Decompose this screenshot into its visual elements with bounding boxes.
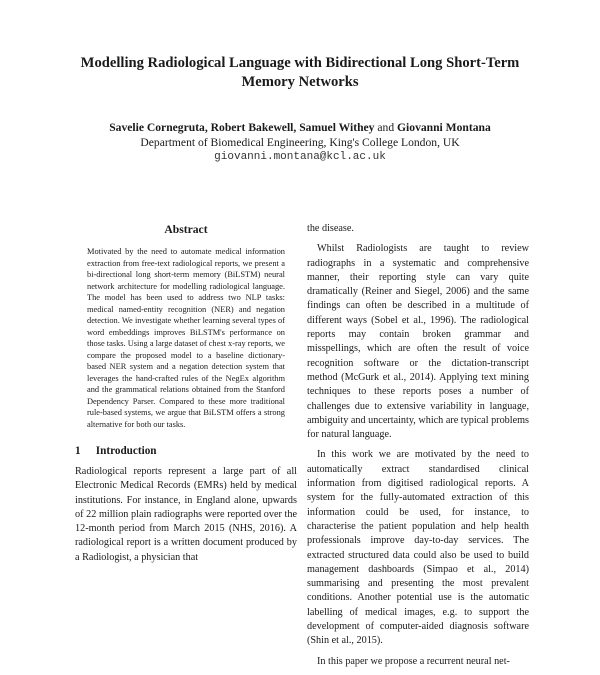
- author-last: Giovanni Montana: [397, 121, 491, 134]
- author-names: Savelie Cornegruta, Robert Bakewell, Samuel Withey: [109, 121, 375, 134]
- abstract-text: Motivated by the need to automate medical information extraction from free-text radiological reports, we present a bi-directional long short-term memory (BiLSTM) neural network architecture for modelling radiological language. The model has been used to address two NLP tasks: medical named-entity recognition (NER) and negation detection. We investigate whether learning several types of word embeddings improves BiLSTM's performance on those tasks. Using a large dataset of chest x-ray reports, we compare the proposed model to a baseline dictionary-based NER system and a negation detection system that leverages the hand-crafted rules of the NegEx algorithm and the grammatical relations obtained from the Stanford Dependency Parser. Compared to these more traditional rule-based systems, we argue that BiLSTM offers a strong alternative for both our tasks.: [87, 247, 285, 429]
- left-column: [75, 222, 297, 571]
- right-column: [307, 222, 529, 675]
- right-paragraph-2: In this work we are motivated by the need to automatically extract standardised clinical information from digitised radiological reports. A system for the fully-automated extraction of this information could be used, for instance, to characterise the patient population and help health professionals improve day-to-day services. The extracted structured data could also be used to build management dashboards (Simpao et al., 2014) summarising and presenting the most prevalent conditions. Another potential use is the automatic labelling of medical images, e.g. to support the development of computer-aided diagnosis software (Shin et al., 2015).: [307, 449, 529, 647]
- paper-title: Modelling Radiological Language with Bidirectional Long Short-Term Memory Networks: [80, 55, 520, 90]
- section-number: 1: [75, 445, 81, 457]
- right-paragraph-3: In this paper we propose a recurrent neural net-: [317, 655, 510, 667]
- intro-paragraph-1: Radiological reports represent a large part of all Electronic Medical Records (EMRs) held by medical institutions. For instance, in England alone, upwards of 22 million plain radiographs were reported over the 12-month period from March 2015 (NHS, 2016). A radiological report is a written document produced by a Radiologist, a physician that: [75, 466, 297, 563]
- author-email: giovanni.montana@kcl.ac.uk: [214, 151, 386, 163]
- author-block: [40, 120, 560, 165]
- right-paragraph-0: the disease.: [307, 223, 354, 234]
- abstract-heading: Abstract: [164, 223, 208, 236]
- author-and: and: [377, 121, 395, 134]
- author-line: [40, 120, 560, 135]
- section-title: Introduction: [95, 445, 157, 457]
- right-paragraph-1: Whilst Radiologists are taught to review radiographs in a systematic and comprehensive manner, their reporting style can vary quite dramatically (Reiner and Siegel, 2006) and the same findings can often be described in a multitude of different ways (Sobel et al., 1996). The radiological reports may contain broken grammar and misspellings, which are often the result of voice recognition software or the dictation-transcript method (McGurk et al., 2014). Applying text mining techniques to these reports poses a number of challenges due to extensive variability in language, ambiguity and uncertainty, which are typical problems for natural language.: [307, 243, 529, 441]
- section-heading-introduction: [75, 444, 297, 458]
- affiliation: Department of Biomedical Engineering, King's College London, UK: [140, 136, 460, 149]
